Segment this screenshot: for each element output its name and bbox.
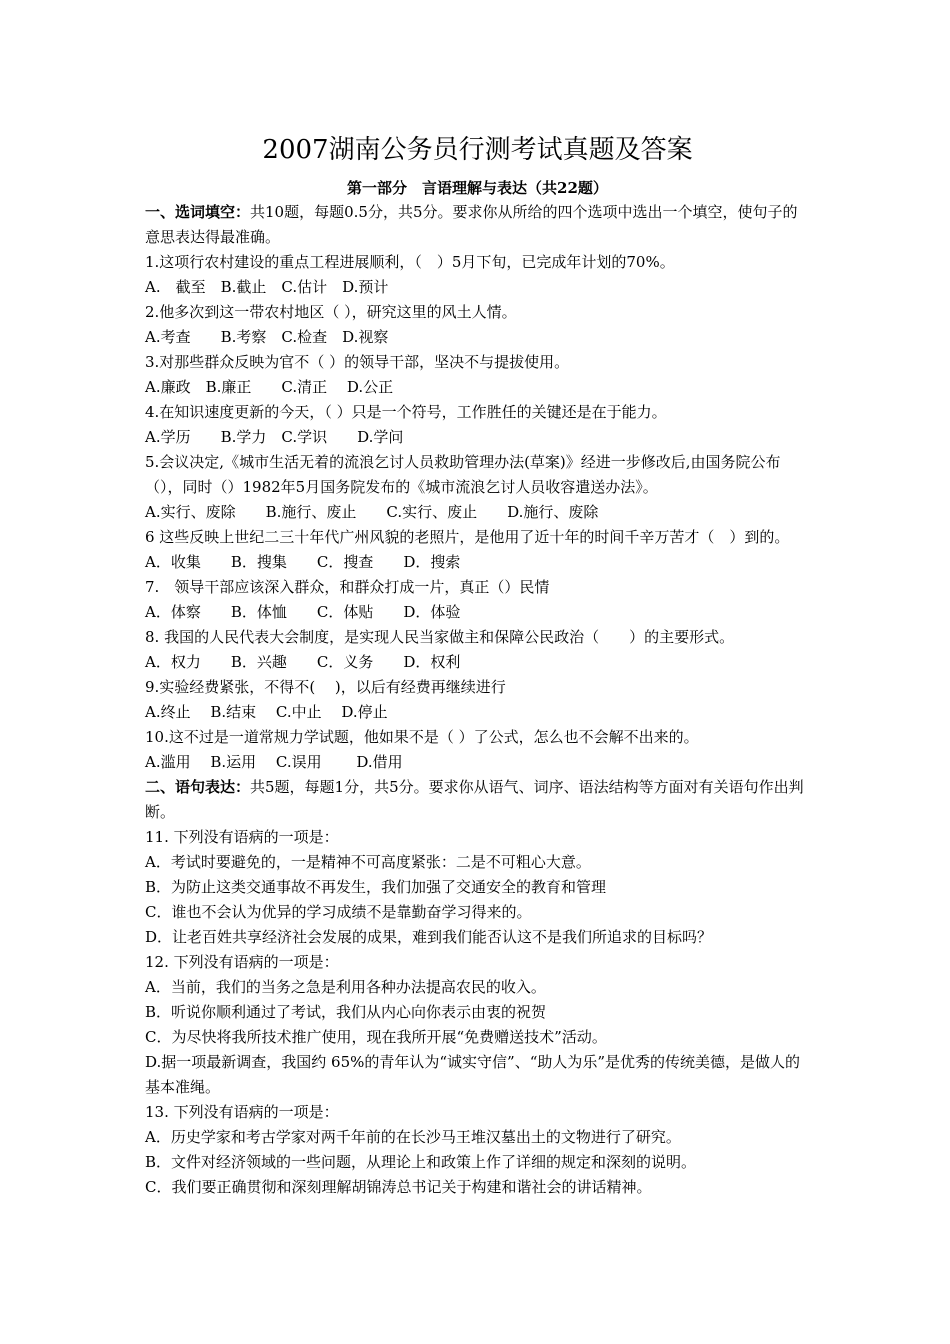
question-1-options: A. 截至 B.截止 C.估计 D.预计 (145, 278, 389, 296)
document-title: 2007湖南公务员行测考试真题及答案 (262, 135, 693, 165)
question-4-options: A.学历 B.学力 C.学识 D.学问 (145, 428, 404, 446)
question-7-options: A．体察 B．体恤 C．体贴 D．体验 (145, 603, 461, 621)
question-13-option-c: C．我们要正确贯彻和深刻理解胡锦涛总书记关于构建和谐社会的讲话精神。 (145, 1178, 652, 1196)
question-1-stem: 1.这项行农村建设的重点工程进展顺利，（ ）5月下旬，已完成年计划的70%。 (145, 253, 675, 271)
question-12-option-a: A．当前，我们的当务之急是利用各种办法提高农民的收入。 (145, 978, 546, 996)
section-2-label: 二、语句表达： (145, 778, 251, 796)
section-1-intro (145, 200, 810, 250)
question-4-stem: 4.在知识速度更新的今天，（ ）只是一个符号，工作胜任的关键还是在于能力。 (145, 403, 667, 421)
question-11-option-d: D．让老百姓共享经济社会发展的成果，难到我们能否认这不是我们所追求的目标吗？ (145, 928, 713, 946)
part-heading: 第一部分 言语理解与表达（共22题） (347, 179, 608, 197)
question-5-options: A.实行、废除 B.施行、废止 C.实行、废止 D.施行、废除 (145, 503, 599, 521)
question-7-stem: 7. 领导干部应该深入群众，和群众打成一片，真正（）民情 (145, 578, 550, 596)
question-12-option-b: B．听说你顺利通过了考试，我们从内心向你表示由衷的祝贺 (145, 1003, 547, 1021)
question-13-stem: 13. 下列没有语病的一项是： (145, 1103, 339, 1121)
question-11-stem: 11. 下列没有语病的一项是： (145, 828, 339, 846)
question-5-stem: 5.会议决定,《城市生活无着的流浪乞讨人员救助管理办法(草案)》经进一步修改后,由国务院公布（），同时（）1982年5月国务院发布的《城市流浪乞讨人员收容遣送办法》。 (145, 453, 781, 496)
question-12-stem: 12. 下列没有语病的一项是： (145, 953, 339, 971)
section-2-text: 共5题，每题1分，共5分。要求你从语气、词序、语法结构等方面对有关语句作出判断。 (145, 778, 804, 821)
question-3-stem: 3.对那些群众反映为官不（ ）的领导干部，坚决不与提拔使用。 (145, 353, 570, 371)
question-12-option-d: D.据一项最新调查，我国约 65%的青年认为“诚实守信”、“助人为乐”是优秀的传统美德，是做人的基本准绳。 (145, 1053, 801, 1096)
question-8-options: A．权力 B．兴趣 C．义务 D．权利 (145, 653, 461, 671)
question-11-option-a: A．考试时要避免的，一是精神不可高度紧张：二是不可粗心大意。 (145, 853, 591, 871)
question-13-option-a: A．历史学家和考古学家对两千年前的在长沙马王堆汉墓出土的文物进行了研究。 (145, 1128, 681, 1146)
section-2-intro (145, 775, 810, 825)
section-1-text: 共10题，每题0.5分，共5分。要求你从所给的四个选项中选出一个填空，使句子的意思表达得最准确。 (145, 203, 798, 246)
question-11-option-b: B．为防止这类交通事故不再发生，我们加强了交通安全的教育和管理 (145, 878, 607, 896)
document-page (145, 130, 810, 1200)
question-2-stem: 2.他多次到这一带农村地区（ ），研究这里的风土人情。 (145, 303, 517, 321)
question-10-options: A.滥用 B.运用 C.误用 D.借用 (145, 753, 403, 771)
question-3-options: A.廉政 B.廉正 C.清正 D.公正 (145, 378, 394, 396)
question-9-stem: 9.实验经费紧张，不得不( )，以后有经费再继续进行 (145, 678, 506, 696)
question-2-options: A.考查 B.考察 C.检查 D.视察 (145, 328, 389, 346)
question-13-option-b: B．文件对经济领域的一些问题，从理论上和政策上作了详细的规定和深刻的说明。 (145, 1153, 697, 1171)
question-12-option-c: C．为尽快将我所技术推广使用，现在我所开展“免费赠送技术”活动。 (145, 1028, 607, 1046)
question-10-stem: 10.这不过是一道常规力学试题，他如果不是（ ）了公式，怎么也不会解不出来的。 (145, 728, 699, 746)
question-8-stem: 8. 我国的人民代表大会制度，是实现人民当家做主和保障公民政治（ ）的主要形式。 (145, 628, 735, 646)
section-1-label: 一、选词填空： (145, 203, 251, 221)
question-11-option-c: C．谁也不会认为优异的学习成绩不是靠勤奋学习得来的。 (145, 903, 532, 921)
question-6-stem: 6 这些反映上世纪二三十年代广州风貌的老照片，是他用了近十年的时间千辛万苦才（ ）到的。 (145, 528, 790, 546)
question-6-options: A．收集 B．搜集 C．搜查 D．搜索 (145, 553, 461, 571)
question-9-options: A.终止 B.结束 C.中止 D.停止 (145, 703, 388, 721)
